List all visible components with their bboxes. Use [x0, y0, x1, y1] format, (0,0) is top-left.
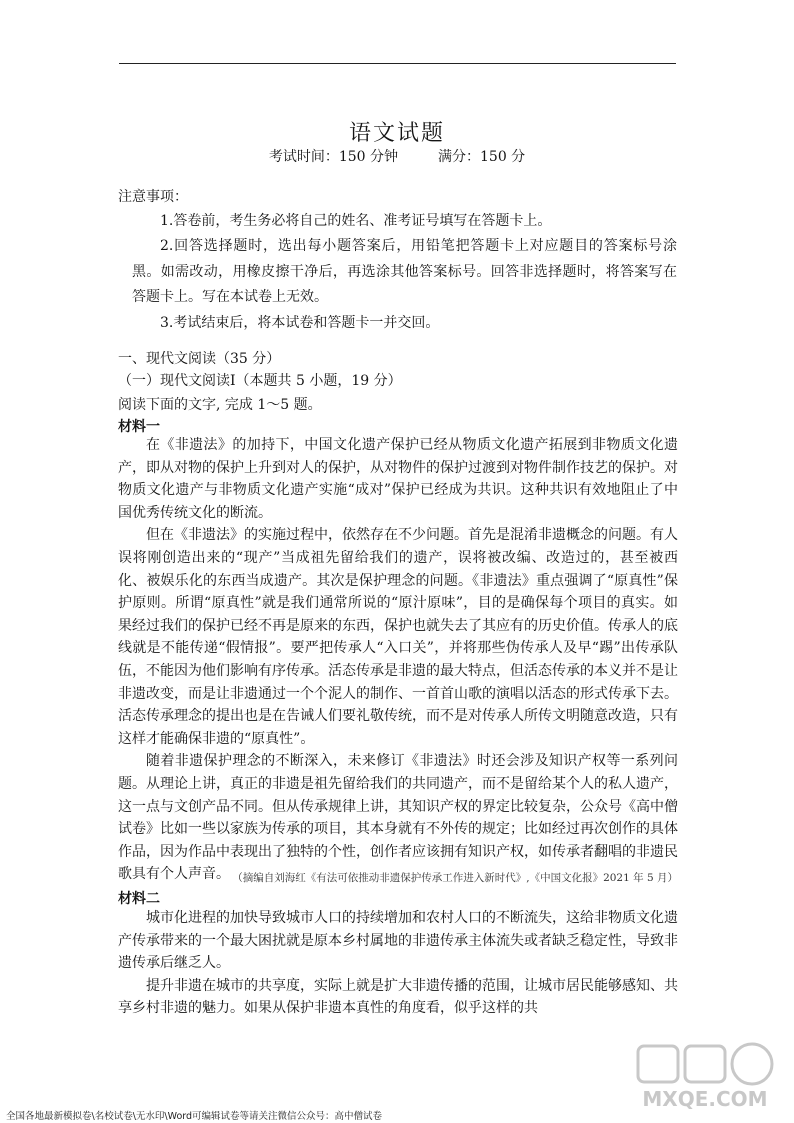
section-instruction: 阅读下面的文字, 完成 1～5 题。 — [118, 397, 322, 413]
exam-info — [0, 146, 794, 166]
exam-time: 考试时间：150 分钟 — [268, 149, 398, 165]
watermark-text: MXQE.COM — [642, 1087, 768, 1111]
notice-item-3: 3.考试结束后，将本试卷和答题卡一并交回。 — [160, 314, 440, 331]
material2-body — [118, 907, 678, 1020]
material2-label: 材料二 — [118, 891, 160, 907]
exam-score: 满分：150 分 — [438, 149, 526, 165]
material1-paragraph-2: 但在《非遗法》的实施过程中，依然存在不少问题。首先是混淆非遗概念的问题。有人误将刚创造出来的“现产”当成祖先留给我们的遗产，误将被改编、改造过的，甚至被西化、被娱乐化的东西当成遗产。其次是保护理念的问题。《非遗法》重点强调了“原真性”保护原则。所谓“原真性”就是我们通常所说的“原汁原味”，目的是确保每个项目的真实。如果经过我们的保护已经不再是原来的东西，保护也就失去了其应有的历史价值。传承人的底线就是不能传递“假情报”。要严把传承人“入口关”，并将那些伪传承人及早“踢”出传承队伍，不能因为他们影响有序传承。活态传承是非遗的最大特点，但活态传承的本义并不是让非遗改变，而是让非遗通过一个个泥人的制作、一首首山歌的演唱以活态的形式传承下去。活态传承理念的提出也是在告诫人们要礼敬传统，而不是对传承人所传文明随意改造，只有这样才能确保非遗的“原真性”。 — [118, 527, 678, 747]
material2-paragraph-2: 提升非遗在城市的共享度，实际上就是扩大非遗传播的范围，让城市居民能够感知、共享乡村非遗的魅力。如果从保护非遗本真性的角度看，似乎这样的共 — [118, 977, 678, 1017]
notice-list — [132, 209, 677, 336]
material1-paragraph-1: 在《非遗法》的加持下，中国文化遗产保护已经从物质文化遗产拓展到非物质文化遗产，即从对物的保护上升到对人的保护，从对物件的保护过渡到对物件制作技艺的保护。对物质文化遗产与非物质文化遗产实施“成对”保护已经成为共识。这种共识有效地阻止了中国优秀传统文化的断流。 — [118, 437, 678, 521]
notice-item-1: 1.答卷前，考生务必将自己的姓名、准考证号填写在答题卡上。 — [160, 213, 552, 229]
section-heading: 一、现代文阅读（35 分） — [118, 351, 281, 367]
material1-source: （摘编自刘海红《有法可依推动非遗保护传承工作进入新时代》,《中国文化报》2021 年 5 月） — [232, 872, 678, 884]
watermark-logo-icon — [630, 1040, 780, 1115]
material1-label: 材料一 — [118, 419, 160, 435]
section-subheading: （一）现代文阅读Ⅰ（本题共 5 小题，19 分） — [118, 373, 402, 389]
footer-note: 全国各地最新模拟卷\名校试卷\无水印\Word可编辑试卷等请关注微信公众号：高中僧试卷 — [6, 1111, 383, 1122]
notice-item-2: 2.回答选择题时，选出每小题答案后，用铅笔把答题卡上对应题目的答案标号涂黑。如需改动，用橡皮擦干净后，再选涂其他答案标号。回答非选择题时，将答案写在答题卡上。写在本试卷上无效。 — [132, 238, 677, 305]
top-rule — [119, 63, 676, 64]
page-title: 语文试题 — [348, 121, 445, 146]
material1-paragraph-3: 随着非遗保护理念的不断深入，未来修订《非遗法》时还会涉及知识产权等一系列问题。从理论上讲，真正的非遗是祖先留给我们的共同遗产，而不是留给某个人的私人遗产，这一点与文创产品不同。但从传承规律上讲，其知识产权的界定比较复杂，公众号《高中僧试卷》比如一些以家族为传承的项目，其本身就有不外传的规定；比如经过再次创作的具体作品，因为作品中表现出了独特的个性，创作者应该拥有知识产权，如传承者翻唱的非遗民歌具有个人声音。 — [118, 753, 678, 883]
notice-heading: 注意事项： — [118, 189, 188, 205]
material1-body — [118, 434, 678, 886]
material2-paragraph-1: 城市化进程的加快导致城市人口的持续增加和农村人口的不断流失，这给非物质文化遗产传承带来的一个最大困扰就是原本乡村属地的非遗传承主体流失或者缺乏稳定性，导致非遗传承后继乏人。 — [118, 910, 678, 972]
